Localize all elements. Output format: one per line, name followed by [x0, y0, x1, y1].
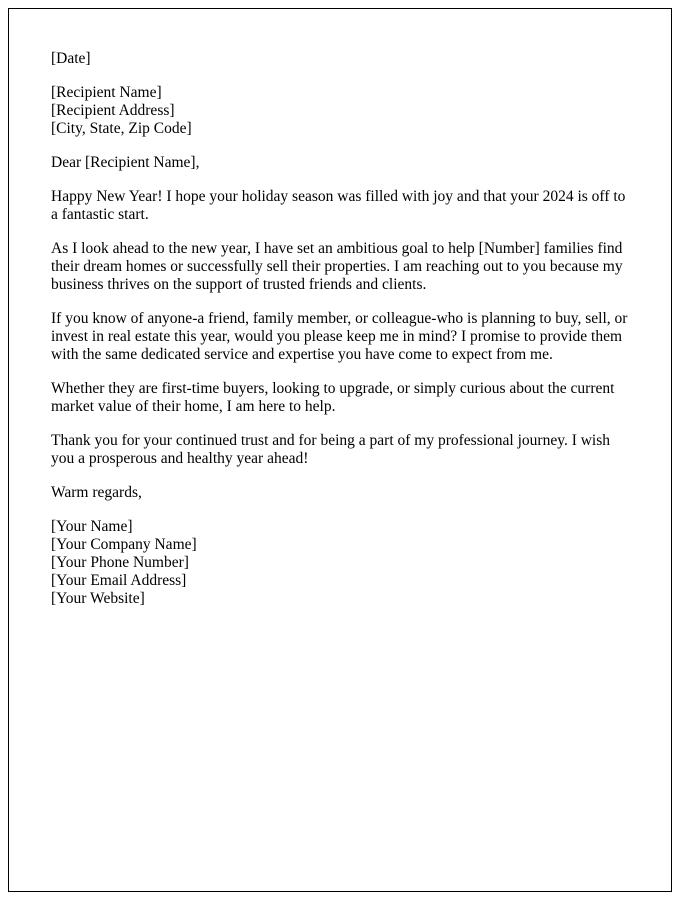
- date-line: [Date]: [51, 50, 91, 67]
- salutation: Dear [Recipient Name],: [51, 154, 200, 171]
- recipient-name-line: [Recipient Name]: [51, 84, 162, 101]
- signature-name-line: [Your Name]: [51, 518, 133, 535]
- signature-company-line: [Your Company Name]: [51, 536, 197, 553]
- recipient-block: [51, 84, 629, 138]
- letter-page: [8, 8, 672, 892]
- paragraph-greeting: Happy New Year! I hope your holiday season was filled with joy and that your 2024 is off to a fantastic start.: [51, 188, 626, 223]
- recipient-address-line: [Recipient Address]: [51, 102, 175, 119]
- letter-body: [51, 50, 629, 608]
- paragraph-goal: As I look ahead to the new year, I have set an ambitious goal to help [Number] families find their dream homes or successfully sell their properties. I am reaching out to you because my business thrives on the support of trusted friends and clients.: [51, 240, 623, 293]
- recipient-city-line: [City, State, Zip Code]: [51, 120, 192, 137]
- paragraph-help-offer: Whether they are first-time buyers, looking to upgrade, or simply curious about the current market value of their home, I am here to help.: [51, 380, 615, 415]
- signature-website-line: [Your Website]: [51, 590, 145, 607]
- signature-email-line: [Your Email Address]: [51, 572, 187, 589]
- paragraph-thanks: Thank you for your continued trust and for being a part of my professional journey. I wish you a prosperous and healthy year ahead!: [51, 432, 611, 467]
- signature-phone-line: [Your Phone Number]: [51, 554, 189, 571]
- paragraph-referral-request: If you know of anyone-a friend, family member, or colleague-who is planning to buy, sell, or invest in real estate this year, would you please keep me in mind? I promise to provide them with the same dedicated service and expertise you have come to expect from me.: [51, 310, 628, 363]
- signature-block: [51, 518, 629, 608]
- closing: Warm regards,: [51, 484, 142, 501]
